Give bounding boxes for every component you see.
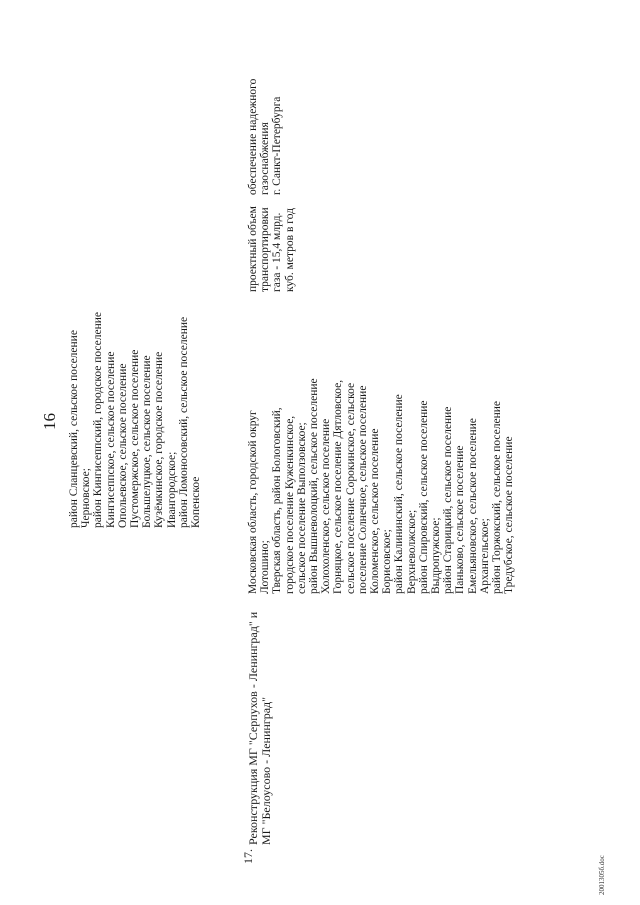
location-line: Холохоленское, сельское поселение (320, 418, 333, 594)
location-line: район Торжокский, сельское поселение (491, 400, 504, 594)
location-line: поселение Солнечное, сельское поселение (356, 385, 369, 594)
capacity-cell (247, 206, 296, 292)
purpose-line: газоснабжения (259, 122, 272, 195)
location-line: Емельяновское, сельское поселение (466, 418, 479, 594)
location-line: Большелуцкое, сельское поселение (141, 355, 154, 528)
location-line: Черновское; (80, 468, 93, 528)
location-line: район Калининский, сельское поселение (393, 394, 406, 594)
location-line: Опольевское, сельское поселение (116, 363, 129, 528)
purpose-line: г. Санкт-Петербурга (271, 96, 284, 195)
location-line: Кузёмкинское, городское поселение (153, 351, 166, 528)
location-line: Выдропужское; (430, 517, 443, 594)
location-line: Борисовское; (381, 529, 394, 594)
location-line: Пустомержское, сельское поселение (129, 349, 142, 528)
location-line: Горняцкое, сельское поселение Дятловское, (332, 379, 345, 594)
continued-location-list (68, 312, 202, 528)
location-line: район Кингисеппский, городское поселение (92, 311, 105, 528)
location-line: район Сланцевский, сельское поселение (68, 330, 80, 528)
capacity-line: куб. метров в год (283, 208, 296, 292)
page-number: 16 (40, 413, 59, 430)
location-line: район Старицкий, сельское поселение (442, 406, 455, 594)
location-line: Московская область, городской округ (247, 410, 259, 594)
location-line: Тредубское, сельское поселение (503, 436, 516, 594)
location-line: Лотошино; (259, 540, 272, 594)
purpose-line: обеспечение надежного (247, 78, 259, 195)
location-line: район Спировский, сельское поселение (417, 400, 430, 594)
row-number: 17. (241, 849, 255, 864)
location-line: сельское поселение Выползовское; (295, 422, 308, 594)
location-line: Верхневолжское; (405, 509, 418, 594)
location-line: Паньково, сельское поселение (454, 445, 467, 594)
row-title (247, 612, 273, 845)
location-line: Тверская область, район Бологовский, (271, 407, 284, 594)
location-line: Коломенское, сельское поселение (369, 428, 382, 594)
location-line: Кингисеппское, сельское поселение (104, 351, 117, 528)
location-line: Архангельское; (478, 518, 491, 594)
purpose-cell (247, 79, 284, 195)
title-line: МГ "Белоусово - Ленинград" (259, 696, 273, 845)
location-line: городское поселение Куженкинское, (283, 415, 296, 594)
location-line: район Ломоносовский, сельское поселение (177, 316, 190, 528)
location-line: район Вышневолоцкий, сельское поселение (308, 378, 321, 594)
location-list (247, 378, 515, 594)
location-line: Ивангородское; (165, 451, 178, 528)
location-line: Копенское (190, 476, 203, 528)
title-line: Реконструкция МГ "Серпухов - Ленинград" и (246, 611, 260, 845)
location-line: сельское поселение Сорокинское, сельское (344, 382, 357, 594)
capacity-line: газа - 15,4 млрд. (271, 212, 284, 292)
file-name-label: 2001305б.doc (598, 855, 606, 895)
capacity-line: проектный объем (247, 206, 259, 292)
capacity-line: транспортировки (259, 207, 272, 292)
